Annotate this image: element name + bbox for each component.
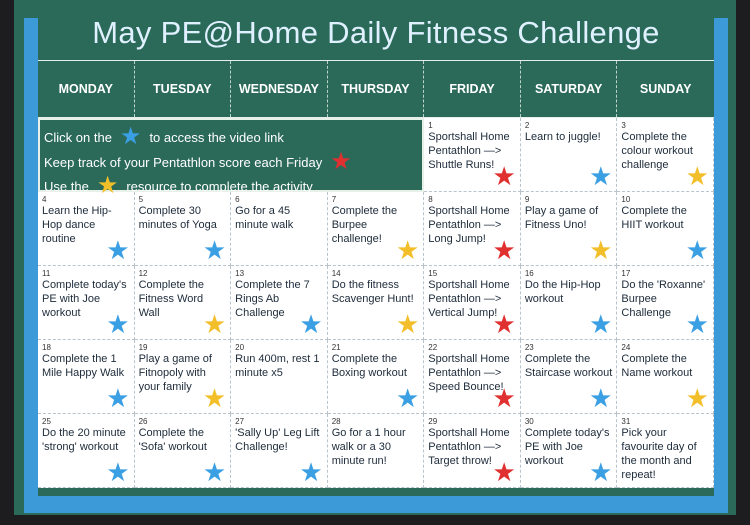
day-number: 2 xyxy=(524,121,530,130)
instruction-text: Click on the xyxy=(44,129,112,145)
day-cell-13 xyxy=(231,266,328,340)
day-number: 30 xyxy=(524,417,534,426)
day-number: 11 xyxy=(42,269,51,278)
day-number: 18 xyxy=(42,343,51,352)
day-number: 17 xyxy=(621,269,631,278)
day-cell-11 xyxy=(38,266,135,340)
activity-text: Sportshall Home Pentathlon —> Vertical Jump! xyxy=(428,279,510,319)
activity-text: Go for a 45 minute walk xyxy=(235,205,294,231)
activity-text: Complete the 7 Rings Ab Challenge xyxy=(235,279,310,319)
day-cell-8 xyxy=(424,192,521,266)
red-star-icon: ★ xyxy=(492,457,516,487)
yellow-star-icon: ★ xyxy=(685,161,709,191)
day-number: 21 xyxy=(331,343,341,352)
blue-star-icon[interactable]: ★ xyxy=(685,235,709,265)
day-number: 29 xyxy=(428,417,438,426)
activity-text: Do the Hip-Hop workout xyxy=(524,279,601,305)
day-cell-24 xyxy=(617,340,714,414)
instruction-text: to access the video link xyxy=(149,129,284,145)
red-star-icon: ★ xyxy=(492,309,516,339)
day-header-saturday: SATURDAY xyxy=(521,61,618,117)
yellow-star-icon: ★ xyxy=(395,235,420,265)
day-number: 23 xyxy=(524,343,534,352)
calendar-grid xyxy=(38,118,714,488)
day-number: 16 xyxy=(524,269,534,278)
activity-text: Learn to juggle! xyxy=(524,131,601,143)
activity-text: Complete the Staircase workout xyxy=(524,353,613,379)
activity-text: Complete the HIIT workout xyxy=(621,205,687,231)
red-star-icon: ★ xyxy=(492,161,516,191)
day-cell-3 xyxy=(617,118,714,192)
instructions-box xyxy=(38,118,424,199)
day-cell-30 xyxy=(521,414,618,488)
day-number: 8 xyxy=(428,195,433,204)
day-number: 27 xyxy=(235,417,245,426)
instruction-video-link xyxy=(44,123,284,150)
activity-text: Sportshall Home Pentathlon —> Speed Bounce! xyxy=(428,353,510,393)
day-number: 7 xyxy=(331,195,337,204)
yellow-star-icon: ★ xyxy=(202,309,227,339)
activity-text: Play a game of Fitness Uno! xyxy=(524,205,599,231)
day-cell-14 xyxy=(328,266,425,340)
activity-text: Do the 20 minute 'strong' workout xyxy=(42,427,126,453)
activity-text: 'Sally Up' Leg Lift Challenge! xyxy=(235,427,320,453)
day-cell-23 xyxy=(521,340,618,414)
instruction-text: resource to complete the activity xyxy=(126,178,313,194)
activity-text: Run 400m, rest 1 minute x5 xyxy=(235,353,320,379)
day-cell-31 xyxy=(617,414,714,488)
day-cell-19 xyxy=(135,340,232,414)
day-cell-4 xyxy=(38,192,135,266)
day-number: 15 xyxy=(428,269,438,278)
activity-text: Go for a 1 hour walk or a 30 minute run! xyxy=(331,427,406,467)
blue-border-right xyxy=(714,18,728,513)
day-header-thursday: THURSDAY xyxy=(328,61,425,117)
day-number: 28 xyxy=(331,417,341,426)
day-cell-26 xyxy=(135,414,232,488)
activity-text: Complete the Boxing workout xyxy=(331,353,407,379)
yellow-star-icon: ★ xyxy=(685,383,709,413)
day-cell-27 xyxy=(231,414,328,488)
green-band-bottom xyxy=(38,488,714,496)
blue-star-icon[interactable]: ★ xyxy=(202,235,227,265)
day-number: 26 xyxy=(138,417,148,426)
blue-star-icon[interactable]: ★ xyxy=(106,383,130,413)
day-cell-21 xyxy=(328,340,425,414)
day-number: 5 xyxy=(138,195,144,204)
activity-text: Complete the Name workout xyxy=(621,353,693,379)
day-header-sunday: SUNDAY xyxy=(639,82,692,96)
activity-text: Sportshall Home Pentathlon —> Long Jump! xyxy=(428,205,510,245)
red-star-icon: ★ xyxy=(492,235,516,265)
blue-star-icon[interactable]: ★ xyxy=(589,309,613,339)
day-number: 6 xyxy=(235,195,240,204)
blue-star-icon[interactable]: ★ xyxy=(299,309,323,339)
day-number: 13 xyxy=(235,269,245,278)
red-star-icon: ★ xyxy=(492,383,516,413)
day-number: 4 xyxy=(42,195,47,204)
day-number: 14 xyxy=(331,269,341,278)
day-cell-29 xyxy=(424,414,521,488)
day-cell-5 xyxy=(135,192,232,266)
activity-text: Play a game of Fitnopoly with your family xyxy=(138,353,212,393)
day-cell-20 xyxy=(231,340,328,414)
day-number: 1 xyxy=(428,121,433,130)
day-cell-12 xyxy=(135,266,232,340)
day-number: 19 xyxy=(138,343,148,352)
activity-text: Do the fitness Scavenger Hunt! xyxy=(331,279,414,305)
day-cell-9 xyxy=(521,192,618,266)
instruction-text: Use the xyxy=(44,178,89,194)
blue-star-icon[interactable]: ★ xyxy=(589,457,613,487)
blue-star-icon[interactable]: ★ xyxy=(106,235,130,265)
activity-text: Complete the 1 Mile Happy Walk xyxy=(42,353,125,379)
day-cell-16 xyxy=(521,266,618,340)
blue-star-icon[interactable]: ★ xyxy=(589,161,613,191)
day-cell-7 xyxy=(328,192,425,266)
activity-text: Complete the 'Sofa' workout xyxy=(138,427,207,453)
day-header-wednesday: WEDNESDAY xyxy=(231,61,328,117)
activity-text: Complete the Fitness Word Wall xyxy=(138,279,204,319)
day-cell-18 xyxy=(38,340,135,414)
blue-star-icon[interactable]: ★ xyxy=(685,309,709,339)
day-cell-28 xyxy=(328,414,425,488)
activity-text: Complete 30 minutes of Yoga xyxy=(138,205,217,231)
instruction-text: Keep track of your Pentathlon score each Friday xyxy=(44,154,323,170)
day-number: 3 xyxy=(621,121,626,130)
day-header-friday: FRIDAY xyxy=(424,61,521,117)
activity-text: Complete today's PE with Joe workout xyxy=(42,279,127,319)
activity-text: Sportshall Home Pentathlon —> Target throw! xyxy=(428,427,510,467)
instruction-pentathlon xyxy=(44,148,360,175)
day-cell-6 xyxy=(231,192,328,266)
activity-text: Complete the colour workout challenge xyxy=(621,131,693,171)
blue-star-icon[interactable]: ★ xyxy=(299,457,323,487)
blue-star-icon[interactable]: ★ xyxy=(589,383,613,413)
day-header-tuesday: TUESDAY xyxy=(135,61,232,117)
yellow-star-icon: ★ xyxy=(96,172,119,199)
day-number: 10 xyxy=(621,195,631,204)
day-cell-17 xyxy=(617,266,714,340)
activity-text: Sportshall Home Pentathlon —> Shuttle Runs! xyxy=(428,131,510,171)
day-number: 24 xyxy=(621,343,631,352)
red-star-icon: ★ xyxy=(330,148,352,175)
blue-border-left xyxy=(24,18,38,513)
activity-text: Learn the Hip-Hop dance routine xyxy=(42,205,112,245)
activity-text: Do the 'Roxanne' Burpee Challenge xyxy=(621,279,706,319)
day-number: 12 xyxy=(138,269,148,278)
weekday-header xyxy=(38,60,714,118)
activity-text: Complete the Burpee challenge! xyxy=(331,205,398,245)
day-number: 25 xyxy=(42,417,51,426)
day-cell-2 xyxy=(521,118,618,192)
blue-border-bottom xyxy=(24,496,728,513)
day-cell-22 xyxy=(424,340,521,414)
day-cell-10 xyxy=(617,192,714,266)
yellow-star-icon: ★ xyxy=(202,383,227,413)
day-number: 31 xyxy=(621,417,631,426)
blue-star-icon[interactable]: ★ xyxy=(202,457,227,487)
activity-text: Pick your favourite day of the month and repeat! xyxy=(621,427,697,481)
blue-star-icon: ★ xyxy=(119,123,142,150)
yellow-star-icon: ★ xyxy=(395,309,420,339)
blue-star-icon[interactable]: ★ xyxy=(395,383,420,413)
day-number: 9 xyxy=(524,195,530,204)
activity-text: Complete today's PE with Joe workout xyxy=(524,427,610,467)
blue-star-icon[interactable]: ★ xyxy=(106,309,130,339)
day-number: 22 xyxy=(428,343,438,352)
day-cell-15 xyxy=(424,266,521,340)
day-header-monday: MONDAY xyxy=(38,61,135,117)
day-cell-1 xyxy=(424,118,521,192)
day-number: 20 xyxy=(235,343,245,352)
yellow-star-icon: ★ xyxy=(589,235,613,265)
day-cell-25 xyxy=(38,414,135,488)
blue-star-icon[interactable]: ★ xyxy=(106,457,130,487)
page-title: May PE@Home Daily Fitness Challenge xyxy=(92,15,660,50)
